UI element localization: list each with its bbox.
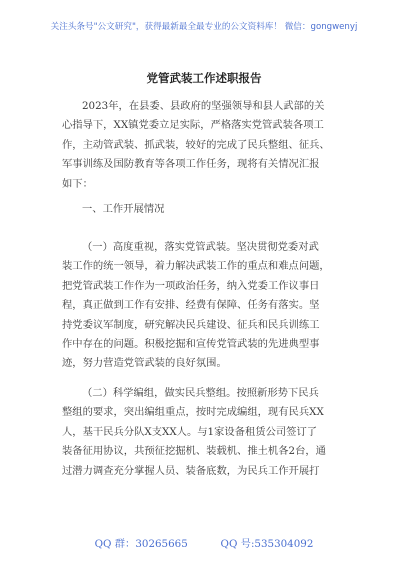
- qq-number: QQ 号:535304092: [220, 538, 314, 550]
- text-line: 人，基干民兵分队X支XX人。与1家设备租赁公司签订了: [62, 425, 318, 438]
- text-line: 装工作的统一领导，着力解决武装工作的重点和难点问题，: [62, 260, 330, 273]
- text-line: 整组的要求，突出编组重点，按时完成编组，现有民兵XX: [62, 406, 324, 419]
- text-line: 作中存在的问题。积极挖掘和宣传党管武装的先进典型事: [62, 337, 320, 350]
- paragraph-2: [62, 238, 354, 374]
- text-line: 装备征用协议，共预征挖掘机、装载机、推土机各2台，通: [62, 445, 326, 458]
- paragraph-3: [62, 384, 354, 481]
- text-line: 军事训练及国防教育等各项工作任务，现将有关情况汇报: [62, 158, 320, 171]
- text-line: 作，主动管武装、抓武装，较好的完成了民兵整组、征兵、: [62, 138, 330, 151]
- text-line: （一）高度重视，落实党管武装。坚决贯彻党委对武: [82, 241, 319, 253]
- header-banner: 关注头条号"公文研究"，获得最新最全最专业的公文资料库！ 微信：gongwenyj: [50, 22, 358, 32]
- section-1-heading: [62, 200, 354, 219]
- text-line: 2023年，在县委、县政府的坚强领导和县人武部的关: [82, 100, 325, 112]
- text-line: 程，真正做到工作有安排、经费有保障、任务有落实。坚: [62, 299, 320, 312]
- text-line: 把党管武装工作作为一项政治任务，纳入党委工作议事日: [62, 279, 320, 292]
- paragraph-1: [62, 97, 354, 194]
- section-heading-text: 一、工作开展情况: [82, 203, 165, 215]
- footer-contact: [0, 535, 408, 550]
- page-title: 党管武装工作述职报告: [146, 71, 262, 85]
- qq-group-number: QQ 群：30265665: [94, 538, 188, 550]
- text-line: 过潜力调查充分掌握人员、装备底数，为民兵工作开展打: [62, 464, 320, 477]
- text-line: 心指导下，XX镇党委立足实际，严格落实党管武装各项工: [62, 119, 324, 132]
- text-line: 持党委议军制度，研究解决民兵建设、征兵和民兵训练工: [62, 318, 320, 331]
- text-line: 迹，努力营造党管武装的良好氛围。: [62, 357, 227, 370]
- text-line: （二）科学编组，做实民兵整组。按照新形势下民兵: [82, 387, 319, 399]
- text-line: 如下：: [62, 177, 93, 190]
